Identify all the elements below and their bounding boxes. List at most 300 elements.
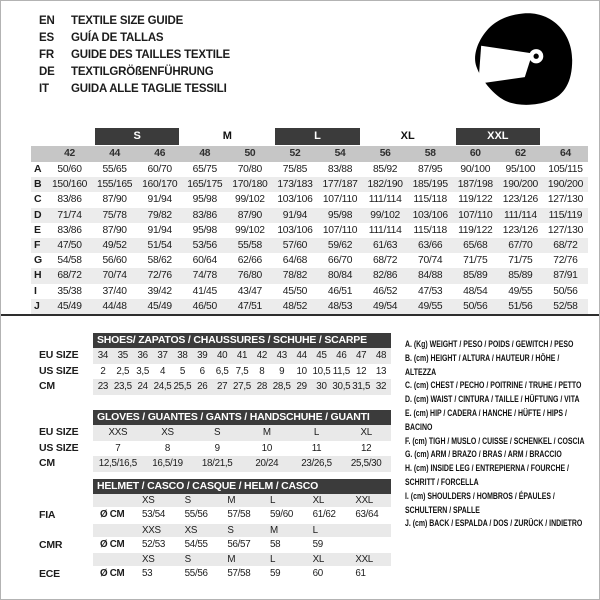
- row-label: EU SIZE: [39, 426, 79, 438]
- value-cell: 95/98: [192, 194, 217, 206]
- measurement-row: [31, 253, 588, 268]
- value-cell: 71/75: [463, 255, 488, 267]
- value-cell: 123/126: [502, 224, 538, 236]
- value-cell: 57/58: [227, 509, 251, 520]
- value-cell: 70/80: [237, 164, 262, 175]
- value-cell: 165/175: [187, 179, 223, 191]
- value-cell: L: [270, 495, 276, 506]
- value-cell: 32: [375, 381, 387, 392]
- measurement-row: [31, 268, 588, 283]
- value-cell: 185/195: [412, 179, 448, 191]
- size-number: 62: [514, 148, 526, 159]
- value-cell: 103/106: [277, 194, 313, 206]
- value-cell: M: [270, 524, 278, 536]
- legend-item: A. (Kg) WEIGHT / PESO / POIDS / GEWITCH / PESO: [405, 338, 574, 349]
- measurement-row: [31, 284, 588, 299]
- language-title: TEXTILGRÖßENFÜHRUNG: [71, 66, 214, 78]
- helmet-table: [23, 479, 391, 583]
- value-cell: 41/45: [192, 285, 217, 297]
- value-cell: 64/68: [282, 255, 308, 267]
- value-cell: XL: [312, 554, 325, 565]
- band-spacer: [31, 127, 92, 146]
- band-spacer: [543, 127, 588, 146]
- value-cell: 59: [312, 538, 323, 550]
- size-number: 64: [560, 148, 571, 159]
- value-cell: [348, 537, 391, 554]
- row-letter: J: [34, 299, 40, 312]
- value-cell: 68/72: [372, 255, 398, 267]
- value-cell: 177/187: [322, 179, 358, 191]
- gloves-title: GLOVES / GUANTES / GANTS / HANDSCHUHE / GUANTI: [93, 410, 391, 425]
- value-cell: 123/126: [502, 194, 538, 206]
- legend-item: E. (cm) HIP / CADERA / HANCHE / HÜFTE / HIPS / BACINO: [405, 406, 567, 432]
- row-label: [23, 553, 93, 566]
- value-cell: L: [312, 524, 318, 536]
- row-cells: [93, 553, 391, 566]
- value-cell: 23,5: [113, 381, 132, 392]
- value-cell: 5: [179, 365, 185, 377]
- value-cell: 75/78: [102, 209, 127, 221]
- value-cell: 6,5: [215, 365, 229, 377]
- value-cell: 48: [375, 350, 387, 361]
- value-cell: 83/86: [57, 194, 82, 206]
- value-cell: 107/110: [322, 194, 358, 206]
- value-cell: 57/58: [227, 568, 251, 579]
- value-cell: 72/76: [147, 270, 172, 282]
- value-cell: 13: [375, 365, 387, 377]
- value-cell: 52/58: [553, 300, 578, 312]
- table-row: [23, 553, 391, 566]
- value-cell: 61/62: [312, 509, 336, 520]
- value-cell: 111/114: [368, 224, 402, 236]
- value-cell: 28: [256, 381, 268, 392]
- legend-item: B. (cm) HEIGHT / ALTURA / HAUTEUR / HÖHE / ALTEZZA: [405, 351, 560, 377]
- value-cell: 27,5: [233, 381, 251, 392]
- gloves-rows: [23, 425, 391, 472]
- value-cell: 70/74: [418, 255, 443, 267]
- value-cell: 68/72: [57, 270, 82, 282]
- value-cell: 50/60: [57, 164, 82, 175]
- value-cell: 56/60: [102, 255, 127, 267]
- value-cell: [348, 524, 391, 537]
- section-divider: [1, 314, 600, 316]
- value-cell: 80/84: [327, 270, 353, 282]
- language-code: DE: [39, 66, 55, 78]
- row-cells: [93, 507, 391, 524]
- row-letter: G: [34, 254, 42, 267]
- row-label: US SIZE: [39, 441, 79, 454]
- main-size-band: [31, 127, 588, 146]
- value-cell: 99/102: [370, 209, 400, 221]
- value-cell: 59/60: [270, 509, 294, 520]
- value-cell: 37/40: [102, 285, 127, 297]
- legend-item: F. (cm) TIGH / MUSLO / CUISSE / SCHENKEL / COSCIA: [405, 434, 585, 446]
- value-cell: 127/130: [547, 224, 583, 236]
- size-number: 48: [199, 148, 211, 159]
- measurement-row: [31, 208, 588, 223]
- value-cell: 107/110: [322, 224, 358, 236]
- value-cell: 10,5: [312, 365, 331, 377]
- language-row: [39, 81, 230, 98]
- main-table-body: [31, 162, 588, 314]
- row-letter: E: [34, 223, 41, 236]
- value-cell: 87/90: [237, 209, 262, 221]
- value-cell: 70/74: [102, 270, 127, 282]
- value-cell: 30,5: [332, 381, 351, 392]
- value-cell: 75/85: [282, 164, 308, 175]
- value-cell: 55/65: [102, 164, 127, 175]
- value-cell: 95/98: [327, 209, 353, 221]
- value-cell: XL: [360, 427, 372, 438]
- value-cell: 47: [356, 350, 367, 361]
- racing-helmet-icon: [466, 7, 594, 113]
- value-cell: 6: [199, 365, 205, 377]
- size-number: 54: [334, 148, 346, 159]
- measurement-row: [31, 192, 588, 207]
- value-cell: 49/52: [102, 239, 127, 251]
- value-cell: XS: [142, 495, 155, 506]
- language-row: [39, 13, 230, 30]
- table-row: [23, 537, 391, 554]
- size-number: 60: [469, 148, 481, 159]
- value-cell: 8: [259, 365, 265, 377]
- value-cell: 40: [216, 350, 228, 361]
- measurement-row: [31, 162, 588, 177]
- value-cell: 7,5: [235, 365, 249, 377]
- value-cell: 20/24: [255, 458, 279, 469]
- value-cell: 65/75: [192, 164, 217, 175]
- value-cell: 49/55: [418, 300, 443, 312]
- value-cell: 99/102: [235, 194, 265, 206]
- value-cell: 48/52: [282, 300, 308, 312]
- table-row: [23, 348, 391, 364]
- value-cell: 119/122: [458, 224, 493, 236]
- value-cell: 74/78: [192, 270, 217, 282]
- table-row: [23, 456, 391, 472]
- measurement-row: [31, 223, 588, 238]
- value-cell: 83/86: [57, 224, 82, 236]
- value-cell: 51/54: [147, 239, 172, 251]
- value-cell: 48/53: [327, 300, 353, 312]
- helmet-title: HELMET / CASCO / CASQUE / HELM / CASCO: [93, 479, 391, 494]
- value-cell: 12,5/16,5: [98, 458, 137, 469]
- unit-cell: Ø CM: [100, 568, 125, 579]
- value-cell: 105/115: [548, 164, 583, 175]
- value-cell: 45/50: [282, 285, 308, 297]
- helmet-rows: [23, 494, 391, 583]
- size-group-label: S: [95, 128, 179, 145]
- value-cell: 91/94: [282, 209, 308, 221]
- legend-item: I. (cm) SHOULDERS / HOMBROS / ÉPAULES / SCHULTERN / SPALLE: [405, 489, 555, 515]
- table-row: [23, 441, 391, 457]
- size-number: 52: [289, 148, 301, 159]
- unit-cell: [93, 494, 135, 507]
- shoes-title: SHOES/ ZAPATOS / CHAUSSURES / SCHUHE / SCARPE: [93, 333, 391, 348]
- value-cell: 4: [159, 365, 166, 377]
- value-cell: 60: [312, 568, 323, 579]
- row-label: EU SIZE: [39, 349, 79, 361]
- value-cell: L: [270, 554, 276, 565]
- value-cell: 61: [355, 568, 366, 579]
- value-cell: 30: [316, 381, 327, 392]
- value-cell: 50/56: [463, 300, 488, 312]
- row-label: ECE: [39, 568, 60, 580]
- row-cells: [93, 456, 391, 472]
- value-cell: 55/56: [184, 509, 208, 520]
- row-letter: B: [34, 178, 42, 191]
- value-cell: 103/106: [412, 209, 448, 221]
- value-cell: 67/70: [508, 239, 533, 251]
- value-cell: 29: [296, 381, 307, 392]
- value-cell: 28,5: [272, 381, 291, 392]
- value-cell: 11,5: [332, 365, 350, 377]
- value-cell: 44: [296, 350, 307, 361]
- value-cell: 103/106: [277, 224, 313, 236]
- main-number-row: [31, 146, 588, 162]
- value-cell: 47/53: [418, 285, 443, 297]
- value-cell: 72/76: [553, 255, 578, 267]
- size-group-label: L: [275, 128, 359, 145]
- value-cell: S: [184, 554, 191, 565]
- value-cell: S: [227, 524, 234, 536]
- value-cell: 65/68: [463, 239, 488, 251]
- value-cell: 46/52: [372, 285, 398, 297]
- value-cell: 56/57: [227, 538, 251, 550]
- value-cell: 55/58: [237, 239, 262, 251]
- value-cell: 111/114: [503, 209, 537, 221]
- size-number: 46: [154, 148, 166, 159]
- value-cell: 39: [197, 350, 208, 361]
- value-cell: 87/90: [102, 224, 127, 236]
- value-cell: 87/91: [553, 270, 578, 282]
- value-cell: XXL: [355, 554, 373, 565]
- value-cell: 44/48: [102, 300, 127, 312]
- value-cell: 58/62: [147, 255, 172, 267]
- textile-size-table: [31, 127, 588, 314]
- value-cell: 31,5: [352, 381, 371, 392]
- language-list: [39, 13, 230, 98]
- row-label: FIA: [39, 509, 56, 521]
- value-cell: 38: [177, 350, 188, 361]
- value-cell: 119/122: [458, 194, 493, 206]
- value-cell: 78/82: [282, 270, 308, 282]
- value-cell: 83/86: [192, 209, 217, 221]
- language-row: [39, 30, 230, 47]
- legend-item: D. (cm) WAIST / CINTURA / TAILLE / HÜFTUNG / VITA: [405, 393, 580, 405]
- value-cell: 7: [115, 442, 121, 454]
- row-letter: A: [34, 163, 42, 175]
- unit-cell: Ø CM: [100, 509, 125, 520]
- value-cell: 190/200: [547, 179, 583, 191]
- value-cell: 24: [137, 381, 148, 392]
- value-cell: 23/26,5: [301, 458, 332, 469]
- value-cell: 43/47: [237, 285, 262, 297]
- value-cell: 3,5: [136, 365, 150, 377]
- value-cell: 61/63: [372, 239, 398, 251]
- value-cell: 26: [197, 381, 208, 392]
- value-cell: 54/55: [184, 538, 208, 550]
- value-cell: 46/50: [192, 300, 217, 312]
- value-cell: 85/92: [372, 164, 398, 175]
- value-cell: 115/119: [548, 209, 583, 221]
- value-cell: 68/72: [553, 239, 578, 251]
- row-cells: [93, 348, 391, 364]
- value-cell: 49/55: [508, 285, 533, 297]
- language-row: [39, 47, 230, 64]
- value-cell: 35: [117, 350, 128, 361]
- value-cell: S: [214, 427, 221, 438]
- row-letter: F: [34, 238, 41, 251]
- value-cell: 127/130: [547, 194, 583, 206]
- value-cell: 48/54: [463, 285, 488, 297]
- value-cell: 115/118: [413, 194, 447, 206]
- table-row: [23, 364, 391, 380]
- value-cell: 190/200: [502, 179, 538, 191]
- value-cell: 53/54: [142, 509, 166, 520]
- value-cell: 82/86: [372, 270, 398, 282]
- value-cell: XS: [142, 554, 155, 565]
- value-cell: 12: [361, 442, 372, 454]
- value-cell: 66/70: [327, 255, 353, 267]
- value-cell: 35/38: [57, 285, 82, 297]
- unit-cell: [93, 553, 135, 566]
- row-cells: [93, 364, 391, 380]
- value-cell: 45/49: [57, 300, 82, 312]
- language-code: EN: [39, 15, 55, 27]
- value-cell: 53/56: [192, 239, 217, 251]
- table-row: [23, 425, 391, 441]
- value-cell: 58: [270, 538, 281, 550]
- value-cell: 50/56: [553, 285, 578, 297]
- row-cells: [93, 425, 391, 441]
- language-code: ES: [39, 32, 54, 44]
- language-title: TEXTILE SIZE GUIDE: [71, 15, 184, 27]
- value-cell: 187/198: [457, 179, 493, 191]
- value-cell: 41: [236, 350, 248, 361]
- value-cell: 90/100: [460, 164, 491, 175]
- row-label: CM: [39, 457, 55, 469]
- corner-cell: [31, 146, 47, 162]
- row-letter: I: [34, 284, 37, 297]
- unit-cell: [93, 524, 135, 537]
- value-cell: 51/56: [508, 300, 533, 312]
- table-row: [23, 524, 391, 537]
- value-cell: 63/64: [355, 509, 379, 520]
- measurement-row: [31, 238, 588, 253]
- value-cell: 43: [276, 350, 287, 361]
- value-cell: 85/89: [463, 270, 488, 282]
- row-letter: H: [34, 269, 42, 282]
- value-cell: XS: [161, 427, 174, 438]
- legend-item: J. (cm) BACK / ESPALDA / DOS / ZURÜCK / INDIETRO: [405, 517, 583, 529]
- table-row: [23, 566, 391, 583]
- value-cell: 25,5/30: [350, 458, 382, 469]
- value-cell: 9: [279, 365, 285, 377]
- row-cells: [93, 566, 391, 583]
- value-cell: 182/190: [367, 179, 403, 191]
- value-cell: M: [227, 495, 236, 506]
- shoes-table: [23, 333, 391, 395]
- value-cell: M: [227, 554, 236, 565]
- value-cell: 76/80: [237, 270, 262, 282]
- row-label: [23, 494, 93, 507]
- value-cell: XL: [312, 495, 325, 506]
- value-cell: 47/50: [57, 239, 82, 251]
- value-cell: M: [262, 427, 271, 438]
- value-cell: 46: [336, 350, 347, 361]
- value-cell: 83/88: [327, 164, 353, 175]
- value-cell: XXS: [108, 427, 128, 438]
- value-cell: 53: [142, 568, 153, 579]
- value-cell: 45/49: [147, 300, 172, 312]
- row-label: CMR: [39, 538, 63, 551]
- value-cell: XXS: [142, 524, 161, 536]
- value-cell: 57/60: [282, 239, 308, 251]
- language-title: GUIDA ALLE TAGLIE TESSILI: [71, 83, 227, 95]
- value-cell: 10: [296, 365, 307, 377]
- value-cell: 62/66: [237, 255, 262, 267]
- value-cell: 23: [97, 381, 109, 392]
- value-cell: 25,5: [173, 381, 192, 392]
- value-cell: 85/89: [508, 270, 533, 282]
- value-cell: XS: [184, 524, 198, 536]
- value-cell: 60/64: [192, 255, 217, 267]
- size-group-label: M: [222, 130, 232, 142]
- size-number: 44: [109, 148, 121, 159]
- value-cell: 8: [164, 442, 171, 454]
- value-cell: 160/170: [142, 179, 178, 191]
- row-label: CM: [39, 380, 55, 392]
- value-cell: 87/95: [418, 164, 443, 175]
- value-cell: 34: [97, 350, 109, 361]
- size-group-label: XL: [400, 130, 415, 142]
- value-cell: 91/94: [147, 194, 172, 206]
- value-cell: 45: [316, 350, 327, 361]
- value-cell: 79/82: [147, 209, 172, 221]
- value-cell: 170/180: [232, 179, 268, 191]
- shoes-rows: [23, 348, 391, 395]
- value-cell: 52/53: [142, 538, 166, 550]
- legend-item: C. (cm) CHEST / PECHO / POITRINE / TRUHE / PETTO: [405, 379, 582, 391]
- value-cell: 59: [270, 568, 281, 579]
- row-cells: [93, 441, 391, 457]
- value-cell: 27: [216, 381, 228, 392]
- size-number: 58: [424, 148, 436, 159]
- language-title: GUÍA DE TALLAS: [71, 32, 164, 44]
- value-cell: 2: [100, 365, 106, 377]
- value-cell: 59/62: [327, 239, 353, 251]
- row-cells: [93, 379, 391, 395]
- value-cell: 173/183: [277, 179, 313, 191]
- value-cell: 37: [157, 350, 168, 361]
- value-cell: 39/42: [147, 285, 172, 297]
- value-cell: 63/66: [418, 239, 443, 251]
- measurement-legend: [405, 337, 591, 530]
- value-cell: 115/118: [413, 224, 447, 236]
- language-row: [39, 64, 230, 81]
- value-cell: 155/165: [97, 179, 133, 191]
- table-row: [23, 379, 391, 395]
- value-cell: 46/51: [327, 285, 353, 297]
- language-title: GUIDE DES TAILLES TEXTILE: [71, 49, 230, 61]
- value-cell: 9: [214, 442, 220, 454]
- gloves-table: [23, 410, 391, 472]
- value-cell: 87/90: [102, 194, 127, 206]
- value-cell: 24,5: [153, 381, 172, 392]
- legend-item: G. (cm) ARM / BRAZO / BRAS / ARM / BRACCIO: [405, 448, 562, 460]
- value-cell: 54/58: [57, 255, 82, 267]
- measurement-row: [31, 299, 588, 314]
